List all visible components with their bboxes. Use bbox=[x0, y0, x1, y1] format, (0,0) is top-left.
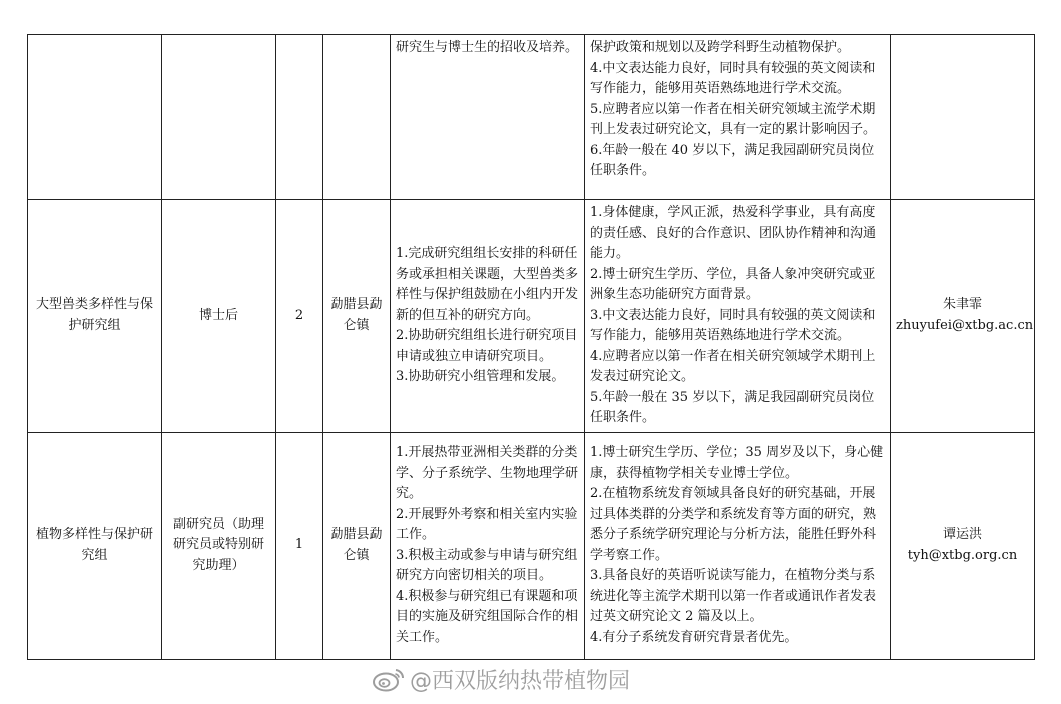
location-cell: 勐腊县勐仑镇 bbox=[323, 200, 391, 433]
requirement-item: 6.年龄一般在 40 岁以下，满足我园副研究员岗位任职条件。 bbox=[590, 142, 875, 178]
contact-name: 朱聿霏 bbox=[942, 297, 982, 313]
watermark bbox=[372, 664, 630, 694]
requirement-item: 保护政策和规划以及跨学科野生动植物保护。 bbox=[590, 40, 851, 55]
requirements-cell bbox=[585, 432, 891, 659]
duty-item: 2.开展野外考察和相关室内实验工作。 bbox=[396, 506, 578, 542]
recruitment-table bbox=[27, 34, 1035, 660]
count-cell: 1 bbox=[276, 432, 323, 659]
duty-item: 4.积极参与研究组已有课题和项目的实施及研究组国际合作的相关工作。 bbox=[396, 588, 579, 645]
requirement-item: 1.博士研究生学历、学位；35 周岁及以下，身心健康，获得植物学相关专业博士学位。 bbox=[590, 445, 884, 481]
requirement-item: 3.中文表达能力良好，同时具有较强的英文阅读和写作能力，能够用英语熟练地进行学术交流。 bbox=[590, 307, 876, 343]
contact-cell bbox=[891, 200, 1035, 433]
requirement-item: 4.中文表达能力良好，同时具有较强的英文阅读和写作能力，能够用英语熟练地进行学术交流。 bbox=[590, 60, 876, 96]
requirement-item: 2.在植物系统发育领域具备良好的研究基础，开展过具体类群的分类学和系统发育等方面的研究，熟悉分子系统学研究理论与分析方法，能胜任野外科学考察工作。 bbox=[590, 486, 877, 563]
department-cell: 大型兽类多样性与保护研究组 bbox=[28, 200, 162, 433]
table-row bbox=[28, 35, 1035, 200]
contact-name: 谭运洪 bbox=[942, 527, 982, 542]
requirement-item: 4.应聘者应以第一作者在相关研究领域学术期刊上发表过研究论文。 bbox=[590, 348, 876, 384]
duty-item: 研究生与博士生的招收及培养。 bbox=[396, 40, 579, 55]
requirement-item: 1.身体健康，学风正派，热爱科学事业，具有高度的责任感、良好的合作意识、团队协作精神和沟通能力。 bbox=[590, 205, 877, 261]
count-cell bbox=[276, 35, 323, 200]
requirements-cell bbox=[585, 35, 891, 200]
position-cell bbox=[162, 35, 276, 200]
duty-item: 3.积极主动或参与申请与研究组研究方向密切相关的项目。 bbox=[396, 547, 578, 583]
watermark-text: @西双版纳热带植物园 bbox=[410, 668, 631, 694]
department-cell: 植物多样性与保护研究组 bbox=[28, 432, 162, 659]
requirement-item: 5.应聘者应以第一作者在相关研究领域主流学术期刊上发表过研究论文，具有一定的累计影响因子。 bbox=[590, 101, 877, 137]
position-cell: 博士后 bbox=[162, 200, 276, 433]
requirement-item: 4.有分子系统发育研究背景者优先。 bbox=[590, 629, 798, 645]
duty-item: 1.开展热带亚洲相关类群的分类学、分子系统学、生物地理学研究。 bbox=[396, 445, 579, 501]
contact-email: tyh@xtbg.org.cn bbox=[907, 547, 1018, 563]
duty-item: 3.协助研究小组管理和发展。 bbox=[396, 369, 565, 384]
table-row bbox=[28, 432, 1035, 659]
duties-cell bbox=[391, 200, 585, 433]
requirement-item: 3.具备良好的英语听说读写能力，在植物分类与系统进化等主流学术期刊以第一作者或通讯作者发表过英文研究论文 2 篇及以上。 bbox=[590, 568, 877, 624]
location-cell bbox=[323, 35, 391, 200]
table-row bbox=[28, 200, 1035, 433]
duties-cell bbox=[391, 432, 585, 659]
count-cell: 2 bbox=[276, 200, 323, 433]
contact-email: zhuyufei@xtbg.ac.cn bbox=[896, 317, 1034, 333]
contact-cell bbox=[891, 35, 1035, 200]
duty-item: 2.协助研究组组长进行研究项目申请或独立申请研究项目。 bbox=[396, 328, 578, 364]
duty-item: 1.完成研究组组长安排的科研任务或承担相关课题，大型兽类多样性与保护组鼓励在小组内开发新的但互补的研究方向。 bbox=[396, 246, 579, 323]
duties-cell bbox=[391, 35, 585, 200]
requirements-cell bbox=[585, 200, 891, 433]
position-cell: 副研究员（助理研究员或特别研究助理） bbox=[162, 432, 276, 659]
weibo-logo-icon bbox=[372, 666, 406, 692]
requirement-item: 2.博士研究生学历、学位，具备人象冲突研究或亚洲象生态功能研究方面背景。 bbox=[590, 266, 876, 302]
contact-cell bbox=[891, 432, 1035, 659]
location-cell: 勐腊县勐仑镇 bbox=[323, 432, 391, 659]
requirement-item: 5.年龄一般在 35 岁以下，满足我园副研究员岗位任职条件。 bbox=[590, 389, 875, 425]
department-cell bbox=[28, 35, 162, 200]
